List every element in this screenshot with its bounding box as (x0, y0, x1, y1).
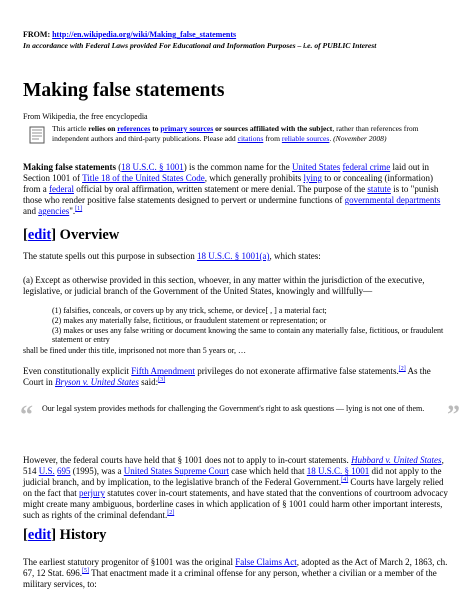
statute-penalty: shall be fined under this title, imprisoned not more than 5 years or, … (23, 346, 246, 355)
paragraph-text: statutes cover in-court statements, and have stated that the conventions of courtroom advocacy might create many ambiguous, borderline cases in which application of § 1001 could harm other important interests, such as rights of the criminal defendant. (23, 488, 448, 520)
perjury-link[interactable]: perjury (78, 488, 105, 498)
history-heading: [edit] History (23, 527, 107, 543)
notice-text-part: from (263, 134, 282, 143)
paragraph-text: , 514 (23, 455, 444, 476)
reference-4-link[interactable]: [4] (341, 477, 349, 483)
references-link[interactable]: references (117, 124, 151, 133)
fifth-amendment-link[interactable]: Fifth Amendment (131, 366, 195, 376)
legal-notice: In accordance with Federal Laws provided For Educational and Information Purposes – i.e. of PUBLIC Interest (23, 41, 377, 50)
fifth-amendment-paragraph (23, 366, 451, 388)
usc-1001-link[interactable]: 18 U.S.C. § 1001 (121, 162, 184, 172)
edit-history-link[interactable]: edit (27, 527, 52, 543)
notice-text-part: . (329, 134, 334, 143)
source-url-link[interactable]: http://en.wikipedia.org/wiki/Making_false_statements (52, 30, 237, 39)
paragraph-text: did not apply to the judicial branch, and by implication, to the legislative branch of the Federal Government. (23, 466, 442, 487)
paragraph-text: , adopted as the Act of March 2, 1863, ch. 67, 12 Stat. 696. (23, 557, 448, 578)
us-695-link[interactable]: 695 (57, 466, 71, 476)
open-quote-icon: “ (20, 400, 33, 429)
in-court-paragraph (23, 455, 451, 521)
lead-term: Making false statements (23, 162, 116, 172)
agencies-link[interactable]: agencies (38, 206, 70, 216)
statute-list (52, 306, 452, 345)
reference-2b-link[interactable]: [2] (167, 510, 175, 516)
from-label: FROM: (23, 30, 51, 39)
reference-3-link[interactable]: [3] (158, 377, 166, 383)
usc-1001-link-2[interactable]: 18 U.S.C. § 1001 (306, 466, 370, 476)
list-item: (2) makes any materially false, fictitious, or fraudulent statement or representation; or (52, 315, 327, 325)
statute-text: , which states: (269, 251, 321, 261)
supreme-court-link[interactable]: United States Supreme Court (123, 466, 230, 476)
federal-link[interactable]: federal (49, 184, 74, 194)
citations-link[interactable]: citations (237, 134, 264, 143)
document-icon (29, 126, 45, 144)
statute-text: The statute spells out this purpose in subsection (23, 251, 197, 261)
federal-crime-link[interactable]: federal crime (342, 162, 391, 172)
list-item: (1) falsifies, conceals, or covers up by any trick, scheme, or device[ , ] a material fact; (52, 306, 327, 315)
notice-bold-relies: relies on (88, 124, 116, 133)
governmental-departments-link[interactable]: governmental departments (344, 195, 441, 205)
notice-text-part: This article (52, 124, 89, 133)
primary-sources-link[interactable]: primary sources (160, 124, 214, 133)
united-states-link[interactable]: United States (292, 162, 341, 172)
paragraph-text: The earliest statutory progenitor of §1001 was the original (23, 557, 236, 567)
lead-text: official by oral affirmation, written statement or mere denial. The purpose of the (73, 184, 368, 194)
reference-1-link[interactable]: [1] (75, 206, 83, 212)
notice-bold-affiliated: or sources affiliated with the subject (213, 124, 333, 133)
paragraph-text: Even constitutionally explicit (23, 366, 132, 376)
paragraph-text: case which held that (229, 466, 307, 476)
notice-bold-to: to (150, 124, 161, 133)
lead-text: is to "punish those who render positive false statements designed to pervert or undermine functions of (23, 184, 439, 205)
us-reports-link[interactable]: U.S. (38, 466, 55, 476)
reliable-sources-link[interactable]: reliable sources (281, 134, 330, 143)
overview-heading: [edit] Overview (23, 227, 120, 243)
lead-text: laid out in Section 1001 of (23, 162, 429, 183)
hubbard-case-link[interactable]: Hubbard v. United States (351, 455, 442, 465)
notice-text-part: , rather than references from independent authors and third-party publications. Please add (52, 124, 419, 143)
edit-overview-link[interactable]: edit (27, 227, 52, 243)
bryson-case-link[interactable]: Bryson v. United States (55, 377, 139, 387)
statute-link[interactable]: statute (367, 184, 391, 194)
lead-text: and (23, 206, 39, 216)
subsection-1001a-link[interactable]: 18 U.S.C. § 1001(a) (196, 251, 270, 261)
overview-heading-text: Overview (59, 227, 120, 243)
paragraph-text: That enactment made it a criminal offense for any person, whether a civilian or a member of the military services, to: (23, 568, 437, 589)
page-title: Making false statements (23, 80, 225, 101)
paragraph-text: Courts have largely relied on the fact that (23, 477, 444, 498)
paragraph-text: However, the federal courts have held that § 1001 does not to apply to in-court statements. (23, 455, 352, 465)
list-item: (3) makes or uses any false writing or document knowing the same to contain any materially false, fictitious, or fraudulent statement or entry (52, 325, 444, 345)
paragraph-text: privileges do not exonerate affirmative false statements. (194, 366, 399, 376)
title-18-link[interactable]: Title 18 of the United States Code (82, 173, 205, 183)
source-line (23, 30, 236, 39)
blockquote (20, 400, 460, 440)
lying-link[interactable]: lying (303, 173, 323, 183)
history-paragraph (23, 557, 451, 590)
notice-text (52, 124, 452, 144)
lead-text: ". (69, 206, 76, 216)
paragraph-text: said: (138, 377, 159, 387)
tagline: From Wikipedia, the free encyclopedia (23, 112, 148, 121)
reference-2-link[interactable]: [2] (398, 366, 406, 372)
notice-date: (November 2008) (333, 134, 387, 143)
reference-5-link[interactable]: [5] (82, 568, 90, 574)
history-heading-text: History (59, 527, 107, 543)
false-claims-act-link[interactable]: False Claims Act (235, 557, 297, 567)
statute-paragraph-a: (a) Except as otherwise provided in this section, whoever, in any matter within the jurisdiction of the executive, legislative, or judicial branch of the Government of the United States, knowingly and willfully— (23, 275, 425, 296)
lead-text: ) is the common name for the (183, 162, 292, 172)
statute-intro (23, 251, 451, 262)
lead-text: , which generally prohibits (204, 173, 304, 183)
lead-text: to or concealing (information) from a (23, 173, 433, 194)
quote-text: Our legal system provides methods for challenging the Government's right to ask questions — lying is not one of them. (42, 404, 425, 413)
citation-notice-box (29, 124, 449, 148)
lead-paragraph (23, 162, 451, 217)
paragraph-text: As the Court in (23, 366, 431, 387)
close-quote-icon: ” (447, 400, 460, 429)
paragraph-text: (1995), was a (70, 466, 124, 476)
lead-text: ( (116, 162, 122, 172)
